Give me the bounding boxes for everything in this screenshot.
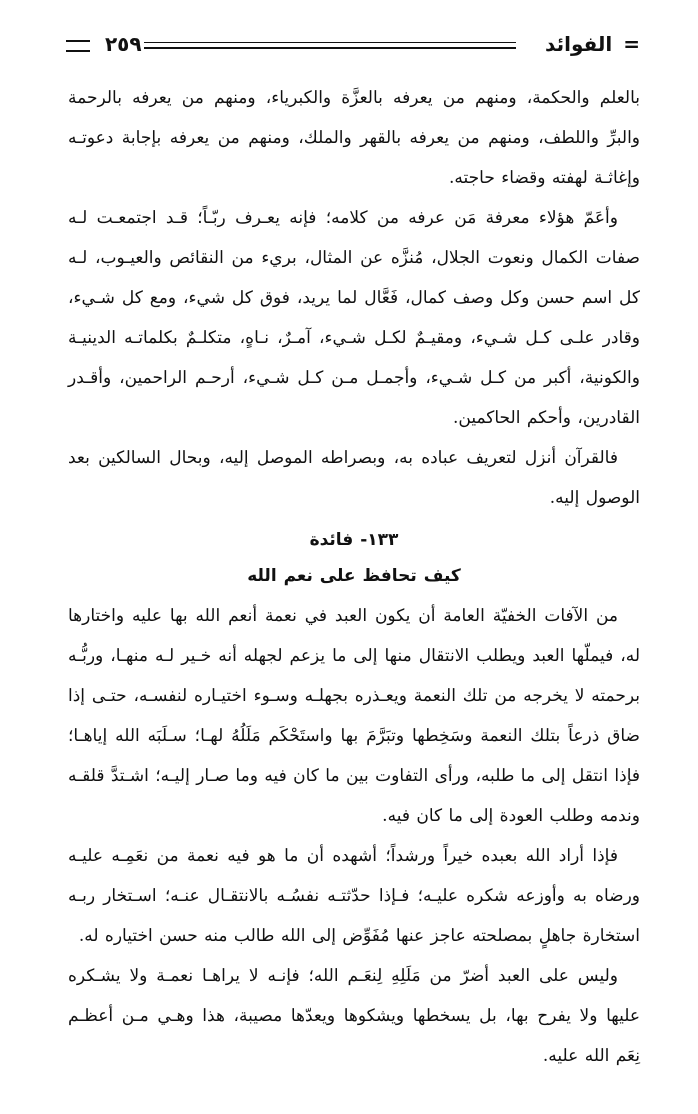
paragraph: من الآفات الخفيّة العامة أن يكون العبد في نعمة أنعم الله بها عليه واختارها له، فيملّها العبد ويطلب الانتقال منها إلى ما يزعم لجهله أنه خـير لـه منهـا، وربُّـه برحمته لا يخرجه من تلك النعمة ويعـذره بجهلـه وسـوء اختيـاره لنفسـه، حتـى إذا ضاق ذرعاً بتلك النعمة وسَخِطها وتبَرَّمَ بها واستَحْكَم مَلَلُهُ لهـا؛ سـلَبَه الله إياهـا؛ فإذا انتقل إلى ما طلبه، ورأى التفاوت بين ما كان فيه وما صـار إليـه؛ اشـتدَّ قلقـه وندمه وطلب العودة إلى ما كان فيه. — [68, 606, 640, 826]
paragraph: وأعَمّ هؤلاء معرفة مَن عرفه من كلامه؛ فإنه يعـرف ربّـاً؛ قـد اجتمعـت لـه صفات الكمال ونعوت الجلال، مُنزَّه عن المثال، بريء من النقائص والعيـوب، لـه كل اسم حسن وكل وصف كمال، فَعَّال لما يريد، فوق كل شيء، ومع كل شـيء، وقادر علـى كـل شـيء، ومقيـمٌ لكـل شـيء، آمـرٌ، نـاهٍ، متكلـمٌ بكلماتـه الدينيـة والكونية، أكبر من كـل شـيء، وأجمـل مـن كـل شـيء، أرحـم الراحمين، وأقـدر القادرين، وأحكم الحاكمين. — [68, 208, 640, 428]
section-number: ١٣٣- فائدة — [309, 530, 399, 550]
page-number: ٢٥٩ — [104, 32, 142, 56]
header-title-block — [545, 28, 640, 60]
book-title: الفوائد — [545, 32, 613, 56]
paragraph: وليس على العبد أضرّ من مَلَلِهِ لِنعَـم الله؛ فإنـه لا يراهـا نعمـة ولا يشـكره عليها ولا يفرح بها، بل يسخطها ويشكوها ويعدّها مصيبة، هذا وهـي مـن أعظـم نِعَم الله عليه. — [68, 966, 640, 1066]
section-title: كيف تحافظ على نعم الله — [247, 566, 461, 586]
header-rule — [144, 42, 516, 49]
paragraph: فإذا أراد الله بعبده خيراً ورشداً؛ أشهده أن ما هو فيه نعمة من نعَمِـه عليـه ورضاه به وأوزعه شكره عليـه؛ فـإذا حدّثتـه نفسُـه بالانتقـال عنـه؛ اسـتخار ربـه استخارة جاهلٍ بمصلحته عاجز عنها مُفَوِّض إلى الله طالب منه حسن اختياره له. — [68, 846, 640, 946]
paragraph: بالعلم والحكمة، ومنهم من يعرفه بالعزَّة والكبرياء، ومنهم من يعرفه بالرحمة والبرِّ واللطف، ومنهم من يعرفه بالقهر والملك، ومنهم من يعرفه بإجابة دعوتـه وإغاثـة لهفته وقضاء حاجته. — [68, 88, 640, 188]
running-header — [66, 28, 640, 62]
page-body — [68, 78, 640, 1076]
page-number-bars — [66, 40, 90, 52]
paragraph: فالقرآن أنزل لتعريف عباده به، وبصراطه الموصل إليه، وبحال السالكين بعد الوصول إليه. — [68, 448, 640, 508]
header-dash: = — [623, 32, 640, 56]
page-number-block — [66, 28, 142, 60]
